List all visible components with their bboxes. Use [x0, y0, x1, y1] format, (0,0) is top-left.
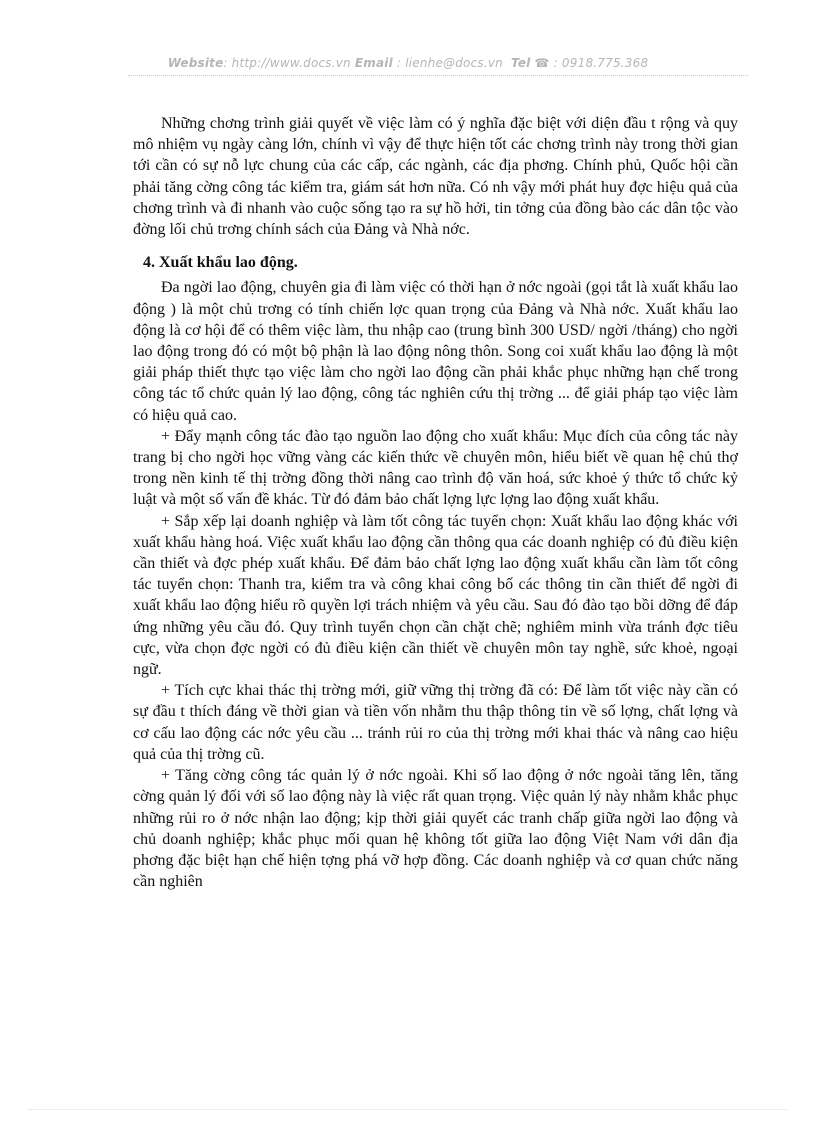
document-body [133, 113, 738, 892]
paragraph-recruitment: + Sắp xếp lại doanh nghiệp và làm tốt công tác tuyển chọn: Xuất khẩu lao động khác với xuất khẩu hàng hoá. Việc xuất khẩu lao động cần thông qua các doanh nghiệp có đủ điều kiện cần thiết và đợc phép xuất khẩu. Để đảm bảo chất lợng lao động xuất khẩu cần làm tốt công tác tuyển chọn: Thanh tra, kiểm tra và công khai công bố các thông tin cần thiết để ngời đi xuất khẩu lao động hiểu rõ quyền lợi trách nhiệm và yêu cầu. Sau đó đào tạo bồi dỡng để đáp ứng những yêu cầu đó. Quy trình tuyển chọn cần chặt chẽ; nghiêm minh vừa tránh đợc tiêu cực, vừa chọn đợc ngời có đủ điều kiện cần thiết về chuyên môn tay nghề, sức khoẻ, ngoại ngữ. [133, 512, 738, 679]
paragraph-markets: + Tích cực khai thác thị trờng mới, giữ vững thị trờng đã có: Để làm tốt việc này cần có sự đầu t thích đáng về thời gian và tiền vốn nhằm thu thập thông tin về số lợng, chất lợng và cơ cấu lao động các nớc yêu cầu ... tránh rủi ro của thị trờng mới khai thác và nâng cao hiệu quả của thị trờng cũ. [133, 682, 738, 763]
paragraph-management-abroad: + Tăng cờng công tác quản lý ở nớc ngoài. Khi số lao động ở nớc ngoài tăng lên, tăng cờng quản lý đối với số lao động này là việc rất quan trọng. Việc quản lý này nhằm khắc phục những rủi ro ở nớc nhận lao động; kịp thời giải quyết các tranh chấp giữa ngời lao động và chủ doanh nghiệp; khắc phục mối quan hệ không tốt giữa lao động Việt Nam với dân địa phơng đặc biệt hạn chế hiện tợng phá vỡ hợp đồng. Các doanh nghiệp và cơ quan chức năng cần nghiên [133, 767, 738, 891]
tel-value: ☎ : 0918.775.368 [530, 56, 649, 70]
header-divider [128, 75, 748, 76]
section-heading-labor-export: 4. Xuất khẩu lao động. [143, 254, 298, 272]
page-header [0, 56, 816, 70]
paragraph-employment-programs: Những chơng trình giải quyết về việc làm có ý nghĩa đặc biệt với diện đầu t rộng và quy mô nhiệm vụ ngày càng lớn, chính vì vậy để thực hiện tốt các chơng trình này trong thời gian tới cần có sự nỗ lực chung của các cấp, các ngành, các địa phơng. Chính phủ, Quốc hội cần phải tăng cờng công tác kiểm tra, giám sát hơn nữa. Có nh vậy mới phát huy đợc hiệu quả của chơng trình và đi nhanh vào cuộc sống tạo ra sự hồ hởi, tin tởng của đồng bào các dân tộc vào đờng lối chủ trơng chính sách của Đảng và Nhà nớc. [133, 115, 738, 239]
website-value[interactable]: : http://www.docs.vn [223, 56, 351, 70]
paragraph-labor-export-intro: Đa ngời lao động, chuyên gia đi làm việc có thời hạn ở nớc ngoài (gọi tắt là xuất khẩu lao động ) là một chủ trơng có tính chiến lợc quan trọng của Đảng và Nhà nớc. Xuất khẩu lao động là cơ hội để có thêm việc làm, thu nhập cao (trung bình 300 USD/ ngời /tháng) cho ngời lao động trong đó có một bộ phận là lao động nông thôn. Song coi xuất khẩu lao động là một giải pháp thiết thực tạo việc làm cho ngời lao động cần phải khắc phục những hạn chế trong công tác tổ chức quản lý lao động, công tác nghiên cứu thị trờng ... để giải pháp tạo việc làm có hiệu quả cao. [133, 279, 738, 424]
footer-divider [28, 1109, 788, 1110]
website-label: Website [167, 56, 224, 70]
tel-label: Tel [511, 56, 531, 70]
paragraph-training: + Đẩy mạnh công tác đào tạo nguồn lao động cho xuất khẩu: Mục đích của công tác này trang bị cho ngời học vững vàng các kiến thức về chuyên môn, hiểu biết về quan hệ chủ thợ trong nền kinh tế thị trờng đồng thời nâng cao trình độ văn hoá, sức khoẻ ý thức tổ chức kỷ luật và một số vấn đề khác. Từ đó đảm bảo chất lợng lực lợng lao động xuất khẩu. [133, 427, 738, 509]
email-value[interactable]: : lienhe@docs.vn [392, 56, 503, 70]
email-label: Email [354, 56, 393, 70]
